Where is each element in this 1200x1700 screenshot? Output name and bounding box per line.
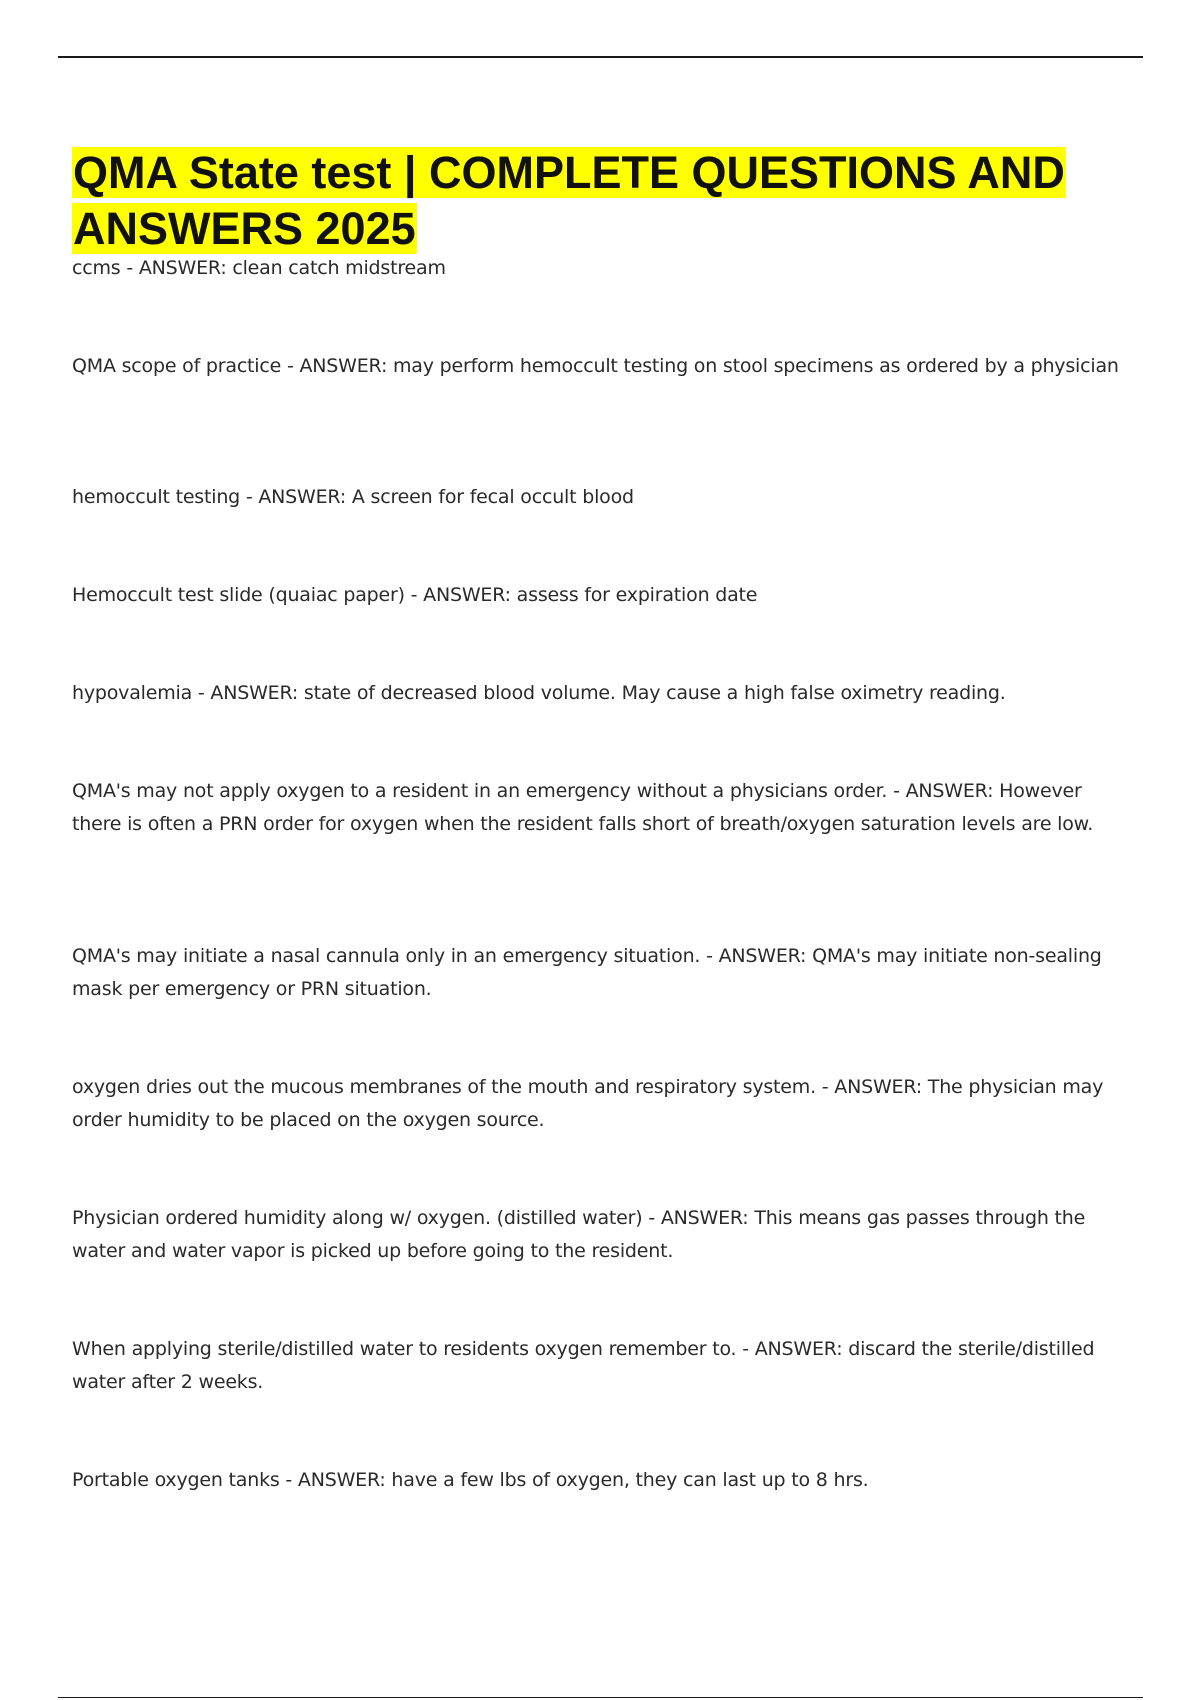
qa-entry-portable-tanks: Portable oxygen tanks - ANSWER: have a few lbs of oxygen, they can last up to 8 hrs. bbox=[72, 1469, 869, 1491]
document-title bbox=[72, 145, 1152, 257]
header-rule bbox=[58, 56, 1143, 58]
footer-rule bbox=[58, 1697, 1143, 1698]
qa-entry-oxygen-emergency: QMA's may not apply oxygen to a resident in an emergency without a physicians order. - ANSWER: However there is often a PRN order for oxygen when the resident falls short of breath/oxygen saturation levels are low. bbox=[72, 780, 1094, 835]
qa-entry-oxygen-dries: oxygen dries out the mucous membranes of the mouth and respiratory system. - ANSWER: The physician may order humidity to be placed on the oxygen source. bbox=[72, 1076, 1104, 1131]
qa-entry-hypovalemia: hypovalemia - ANSWER: state of decreased blood volume. May cause a high false oximetry reading. bbox=[72, 682, 1006, 704]
qa-entry-ccms: ccms - ANSWER: clean catch midstream bbox=[72, 257, 446, 279]
qa-entry-hemoccult-slide: Hemoccult test slide (quaiac paper) - ANSWER: assess for expiration date bbox=[72, 584, 758, 606]
qa-entry-humidity: Physician ordered humidity along w/ oxygen. (distilled water) - ANSWER: This means gas passes through the water and water vapor is picked up before going to the resident. bbox=[72, 1207, 1086, 1262]
title-highlight: QMA State test | COMPLETE QUESTIONS AND ANSWERS 2025 bbox=[73, 147, 1065, 254]
qa-entry-distilled-water: When applying sterile/distilled water to residents oxygen remember to. - ANSWER: discard the sterile/distilled water after 2 weeks. bbox=[72, 1338, 1095, 1393]
qa-entry-hemoccult-testing: hemoccult testing - ANSWER: A screen for fecal occult blood bbox=[72, 486, 634, 508]
qa-entry-nasal-cannula: QMA's may initiate a nasal cannula only in an emergency situation. - ANSWER: QMA's may initiate non-sealing mask per emergency or PRN situation. bbox=[72, 945, 1102, 1000]
qa-entry-scope-of-practice: QMA scope of practice - ANSWER: may perform hemoccult testing on stool specimens as ordered by a physician bbox=[72, 355, 1119, 377]
